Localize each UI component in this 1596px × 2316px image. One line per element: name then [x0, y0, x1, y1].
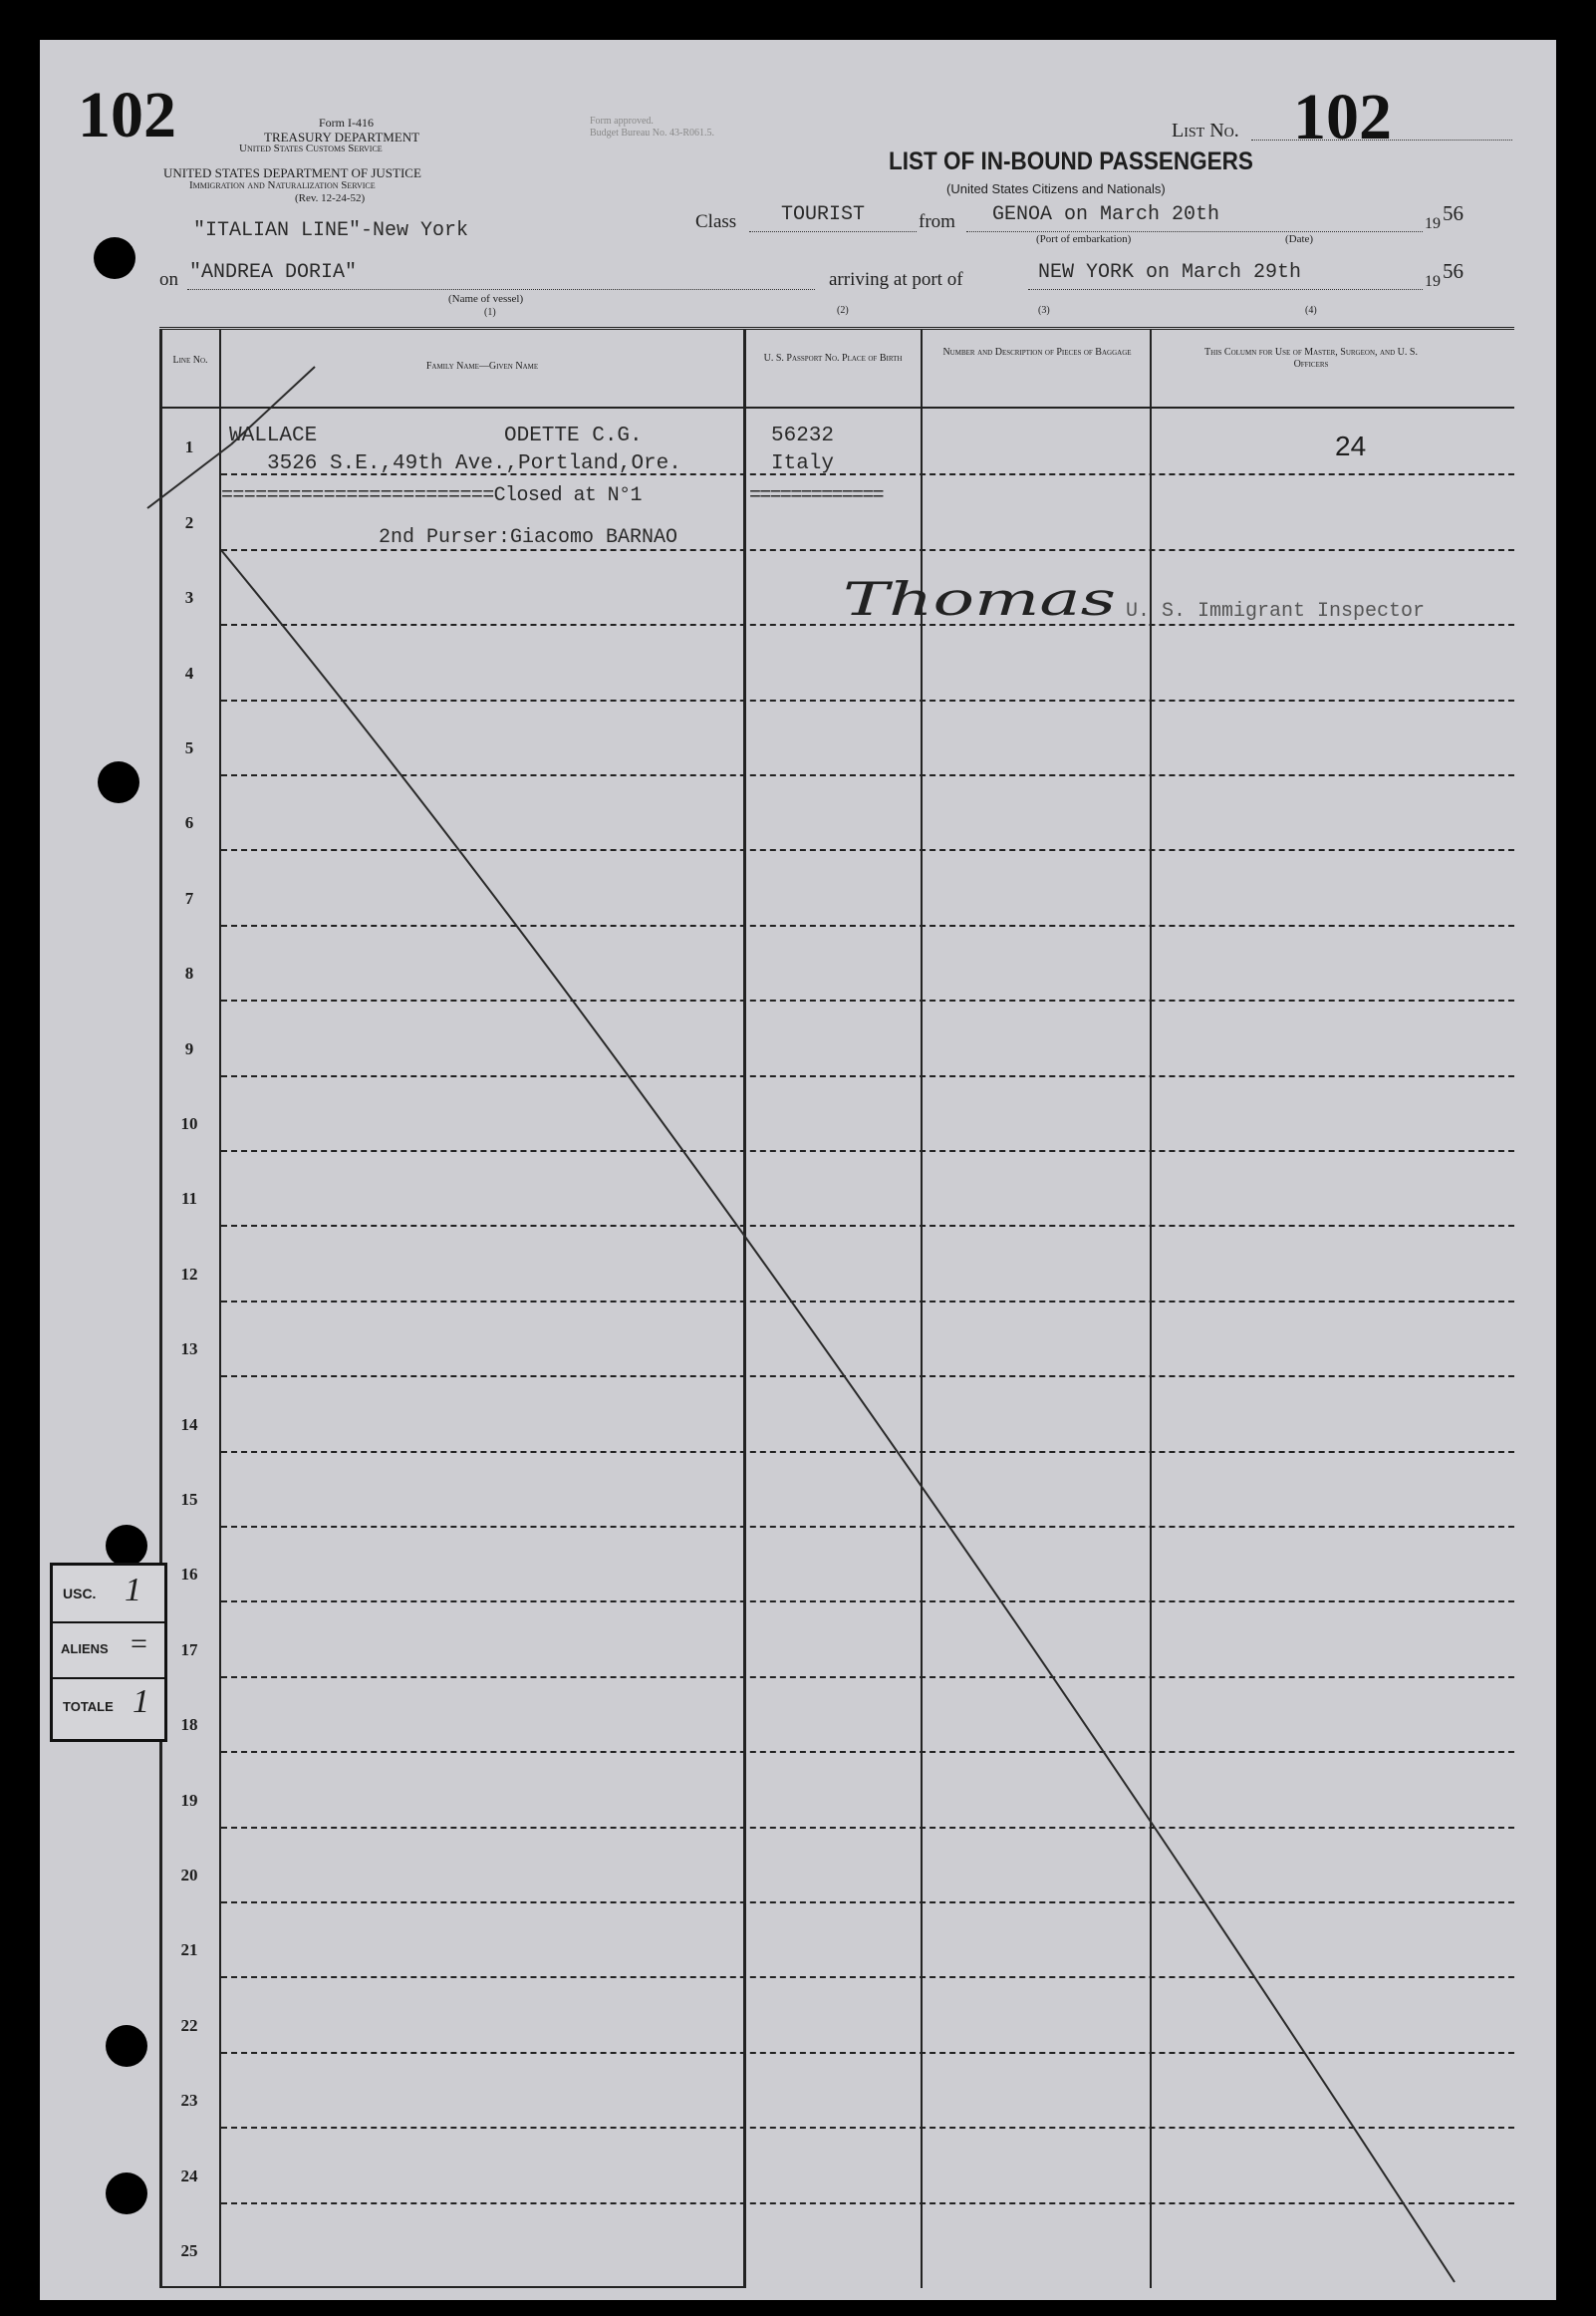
aliens-value: = — [131, 1627, 147, 1660]
line-number: 22 — [180, 2015, 198, 2035]
birthplace: Italy — [771, 452, 835, 475]
year-prefix-2: 19 — [1425, 273, 1441, 290]
list-number: 102 — [1293, 81, 1392, 153]
line-number: 2 — [184, 512, 194, 532]
inspector-stamp: U. S. Immigrant Inspector — [1126, 600, 1426, 623]
manifest-sheet — [40, 40, 1556, 2300]
on-label: on — [159, 269, 178, 290]
line-number: 24 — [180, 2166, 198, 2185]
budget-bureau: Budget Bureau No. 43-R061.5. — [590, 128, 714, 139]
manifest-title: LIST OF IN-BOUND PASSENGERS — [889, 147, 1253, 175]
year-prefix-1: 19 — [1425, 215, 1441, 232]
line-number: 25 — [180, 2241, 198, 2260]
class-value: TOURIST — [781, 203, 866, 226]
line-number: 13 — [180, 1339, 198, 1359]
ins-service: Immigration and Naturalization Service — [189, 179, 376, 191]
usc-value: 1 — [125, 1572, 141, 1608]
passport-number: 56232 — [771, 425, 835, 447]
cancellation-line — [40, 40, 1556, 2300]
form-id: Form I-416 — [319, 116, 374, 130]
list-no-label: List No. — [1172, 120, 1239, 142]
class-label: Class — [695, 211, 737, 232]
col-number-1: (1) — [484, 307, 496, 318]
from-value: GENOA on March 20th — [992, 203, 1220, 226]
closed-line-continuation: ============= — [749, 484, 883, 507]
line-number: 11 — [180, 1189, 198, 1209]
line-number: 17 — [180, 1639, 198, 1659]
treasury-department: TREASURY DEPARTMENT — [264, 130, 420, 145]
header-officers: This Column for Use of Master, Surgeon, and U. S. Officers — [1204, 347, 1418, 370]
tally-divider — [53, 1677, 164, 1679]
arriving-value: NEW YORK on March 29th — [1038, 261, 1302, 284]
shipping-line: "ITALIAN LINE"-New York — [193, 219, 469, 242]
line-number: 15 — [180, 1490, 198, 1509]
line-number: 10 — [180, 1114, 198, 1133]
line-number: 19 — [180, 1790, 198, 1810]
manifest-subtitle: (United States Citizens and Nationals) — [946, 181, 1166, 196]
line-number: 12 — [180, 1264, 198, 1284]
vessel-caption: (Name of vessel) — [448, 293, 524, 305]
form-approved: Form approved. — [590, 116, 654, 127]
justice-department: UNITED STATES DEPARTMENT OF JUSTICE — [163, 165, 421, 180]
list-number-left: 102 — [78, 79, 176, 151]
inspector-signature: Thomas — [843, 572, 1116, 626]
family-name: WALLACE — [229, 425, 318, 447]
line-number: 23 — [180, 2091, 198, 2111]
line-number: 16 — [180, 1565, 198, 1585]
line-number: 20 — [180, 1866, 198, 1884]
revision: (Rev. 12-24-52) — [295, 192, 366, 204]
given-name: ODETTE C.G. — [504, 425, 643, 447]
aliens-label: ALIENS — [61, 1641, 109, 1656]
header-name: Family Name—Given Name — [425, 361, 539, 372]
usc-label: USC. — [63, 1586, 97, 1601]
col-number-3: (3) — [1038, 305, 1050, 316]
from-label: from — [919, 211, 955, 232]
line-number: 5 — [184, 738, 194, 757]
header-baggage: Number and Description of Pieces of Baggage — [942, 347, 1132, 358]
line-number: 9 — [184, 1038, 194, 1058]
total-label: TOTALE — [63, 1699, 114, 1714]
line-number: 8 — [184, 964, 194, 984]
date-caption: (Date) — [1285, 233, 1314, 245]
year-suffix-2: 56 — [1443, 259, 1463, 283]
customs-service: United States Customs Service — [239, 143, 383, 154]
line-number: 18 — [180, 1715, 198, 1735]
tally-box — [50, 1563, 167, 1742]
tally-divider — [53, 1621, 164, 1623]
purser-name: 2nd Purser:Giacomo BARNAO — [379, 526, 678, 549]
line-number: 7 — [184, 888, 194, 908]
col-number-2: (2) — [837, 305, 849, 316]
header-line-no: Line No. — [172, 355, 208, 366]
closed-line: ========================Closed at N°1 — [221, 484, 642, 507]
header-passport: U. S. Passport No. Place of Birth — [763, 353, 903, 364]
col-number-4: (4) — [1305, 305, 1317, 316]
port-caption: (Port of embarkation) — [1036, 233, 1132, 245]
arriving-label: arriving at port of — [829, 269, 963, 290]
vessel-name: "ANDREA DORIA" — [189, 261, 358, 284]
line-number: 14 — [180, 1414, 198, 1434]
line-number: 3 — [184, 588, 194, 608]
passenger-address: 3526 S.E.,49th Ave.,Portland,Ore. — [267, 452, 681, 475]
line-number: 4 — [184, 663, 194, 683]
officer-note: 24 — [1335, 431, 1367, 461]
total-value: 1 — [133, 1683, 149, 1720]
line-number: 1 — [184, 437, 194, 457]
line-number: 6 — [184, 813, 194, 833]
year-suffix-1: 56 — [1443, 201, 1463, 225]
line-number: 21 — [180, 1940, 198, 1960]
